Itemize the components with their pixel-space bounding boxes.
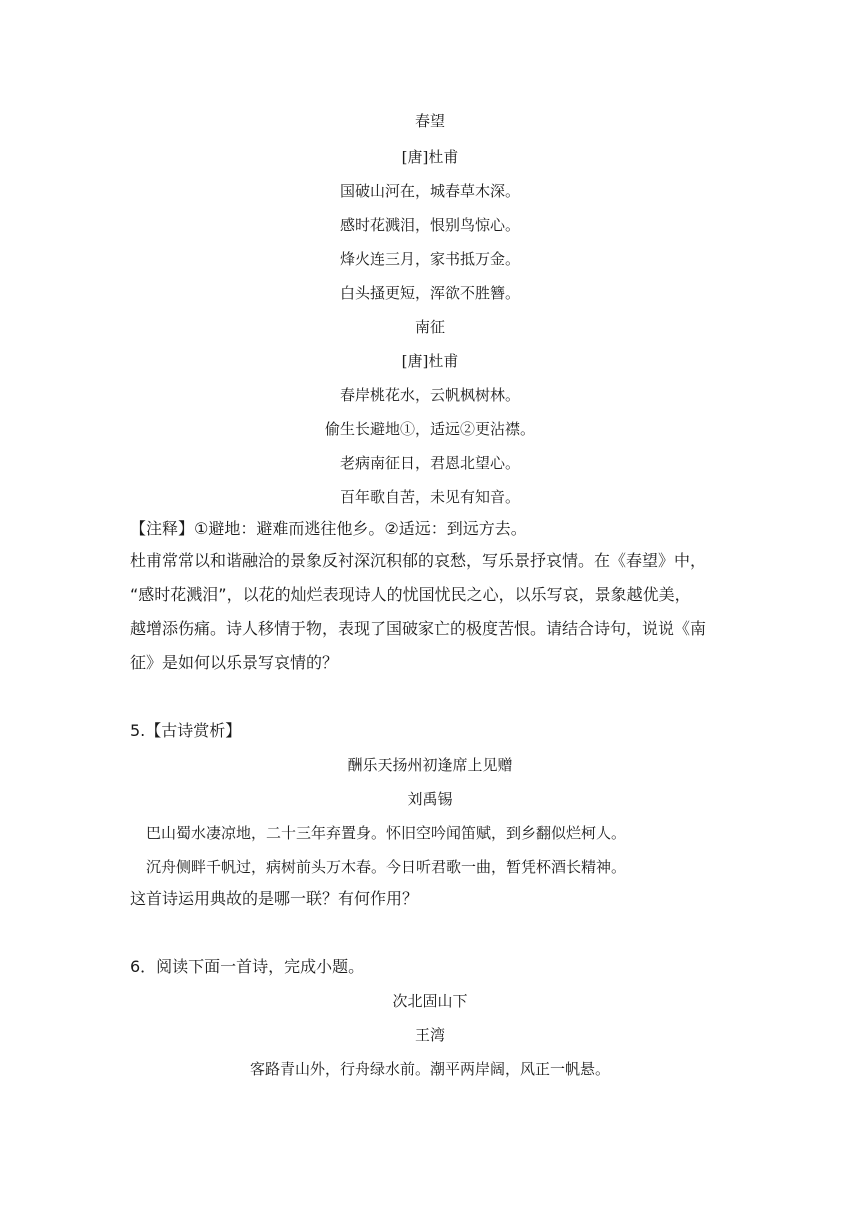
poem1-line: 国破山河在，城春草木深。	[339, 182, 520, 200]
poem1-title: 春望	[414, 112, 445, 130]
question-4-text: 越增添伤痛。诗人移情于物，表现了国破家亡的极度苦恨。请结合诗句，说说《南	[130, 619, 707, 638]
poem1-line: 烽火连三月，家书抵万金。	[339, 250, 520, 268]
poem2-line: 老病南征日，君恩北望心。	[339, 454, 520, 472]
question-5-heading: 5.【古诗赏析】	[130, 721, 242, 740]
poem2-author: [唐]杜甫	[401, 352, 459, 370]
question-4-text: 征》是如何以乐景写哀情的？	[130, 653, 339, 672]
poem1-line: 感时花溅泪，恨别鸟惊心。	[339, 216, 520, 234]
poem3-title: 酬乐天扬州初逢席上见赠	[347, 756, 513, 774]
poem2-title: 南征	[414, 318, 445, 336]
poem4-title: 次北固山下	[392, 992, 468, 1010]
question-4-text: “感时花溅泪”，以花的灿烂表现诗人的忧国忧民之心，以乐写哀，景象越优美，	[130, 585, 691, 604]
poem3-line: 沉舟侧畔千帆过，病树前头万木春。今日听君歌一曲，暂凭杯酒长精神。	[146, 858, 627, 876]
poem3-line: 巴山蜀水凄凉地，二十三年弃置身。怀旧空吟闻笛赋，到乡翻似烂柯人。	[146, 824, 627, 842]
question-4-text: 杜甫常常以和谐融洽的景象反衬深沉积郁的哀愁，写乐景抒哀情。在《春望》中，	[130, 551, 707, 570]
poem2-line: 春岸桃花水，云帆枫树林。	[339, 386, 520, 404]
annotation-note: 【注释】①避地：避难而逃往他乡。②适远：到远方去。	[130, 519, 527, 538]
poem4-line: 客路青山外，行舟绿水前。潮平两岸阔，风正一帆悬。	[249, 1060, 610, 1078]
poem2-line: 百年歌自苦，未见有知音。	[339, 488, 520, 506]
poem1-author: [唐]杜甫	[401, 148, 459, 166]
poem1-line: 白头搔更短，浑欲不胜簪。	[339, 284, 520, 302]
poem2-line: 偷生长避地①，适远②更沾襟。	[324, 420, 535, 438]
poem3-author: 刘禹锡	[407, 790, 453, 808]
question-5-text: 这首诗运用典故的是哪一联？有何作用？	[130, 889, 419, 908]
poem4-author: 王湾	[414, 1026, 445, 1044]
question-6-heading: 6．阅读下面一首诗，完成小题。	[130, 957, 365, 976]
